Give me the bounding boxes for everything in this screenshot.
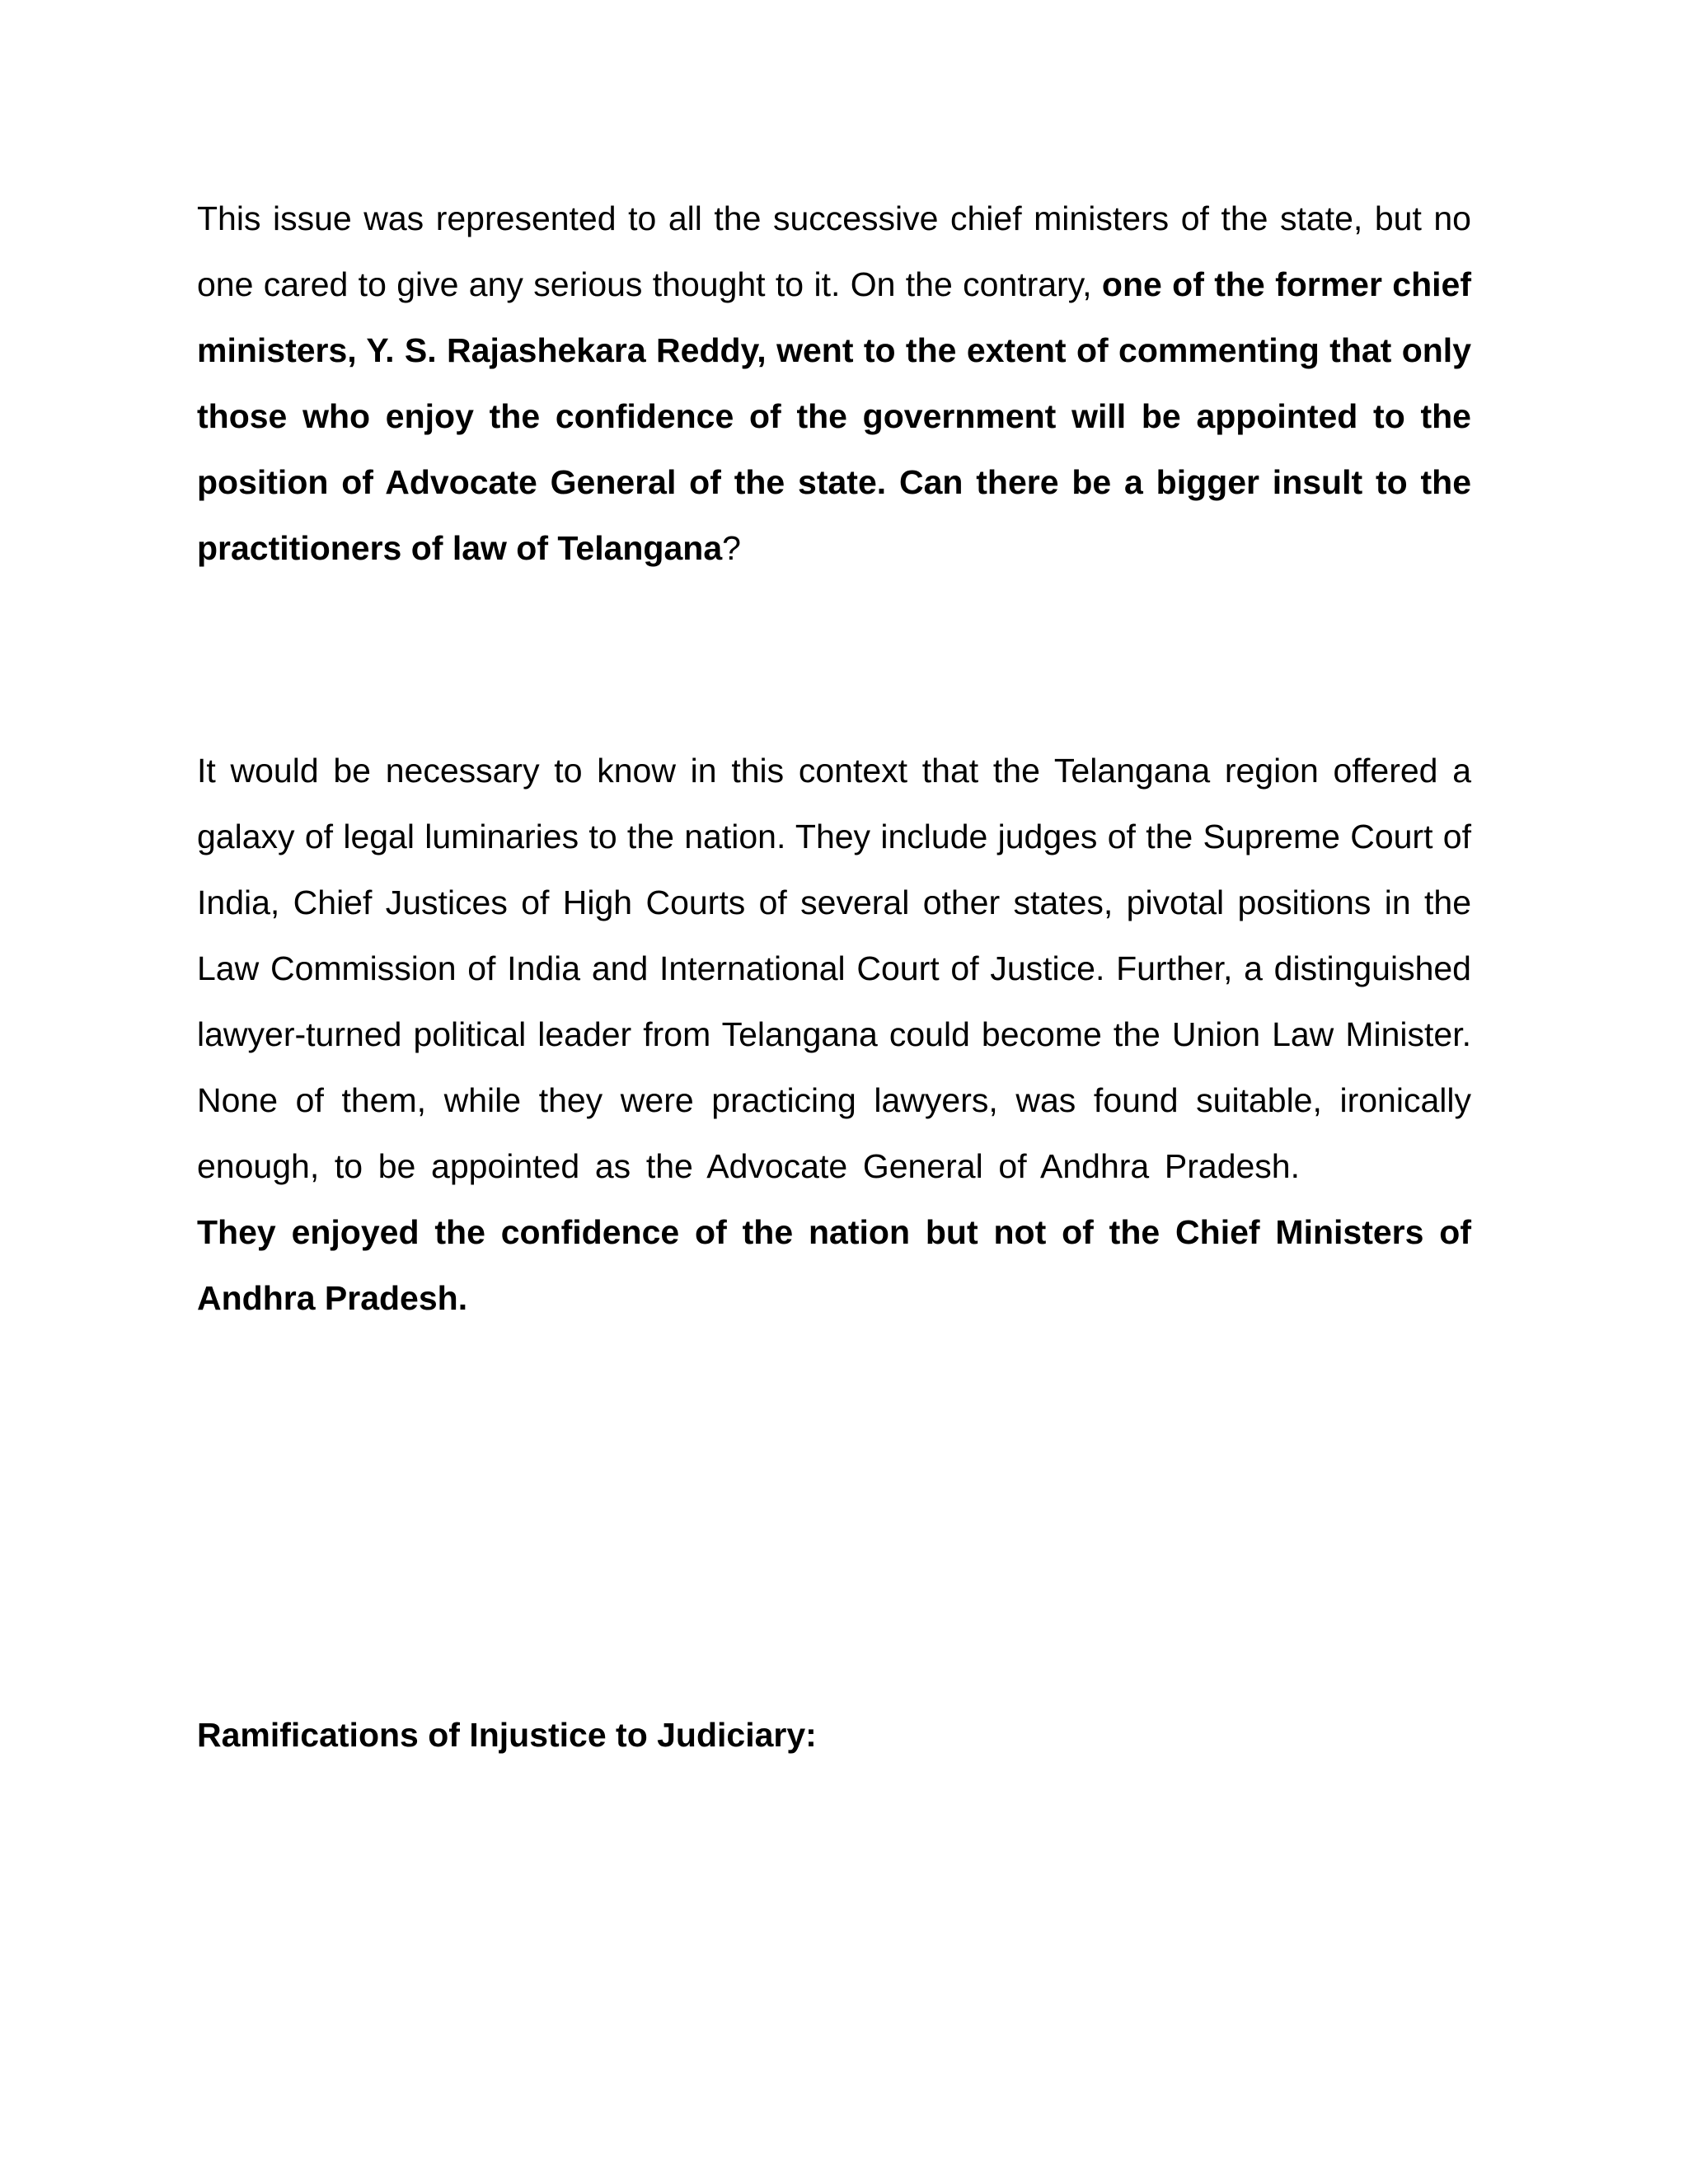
section-heading: Ramifications of Injustice to Judiciary:	[197, 1716, 817, 1754]
paragraph-2-text: It would be necessary to know in this context that the Telangana region offered a galaxy of legal luminaries to the nation. They include judges of the Supreme Court of India, Chief Justices of High Courts of several other states, pivotal positions in the Law Commission of India and International Court of Justice. Further, a distinguished lawyer-turned political leader from Telangana could become the Union Law Minister. None of them, while they were practicing lawyers, was found suitable, ironically enough, to be appointed as the Advocate General of Andhra Pradesh.	[197, 752, 1471, 1185]
paragraph-1-text: This issue was represented to all the successive chief ministers of the state, but no one cared to give any serious thought to it. On the contrary,	[197, 199, 1471, 303]
paragraph-legal-luminaries	[197, 738, 1471, 1331]
paragraph-1-question-mark: ?	[722, 529, 741, 567]
paragraph-2-bold-text: They enjoyed the confidence of the nation but not of the Chief Ministers of Andhra Pradesh.	[197, 1213, 1471, 1317]
paragraph-1-bold-text: one of the former chief ministers, Y. S. Rajashekara Reddy, went to the extent of commenting that only those who enjoy the confidence of the government will be appointed to the position of Advocate General of the state. Can there be a bigger insult to the practitioners of law of Telangana	[197, 265, 1471, 567]
paragraph-advocate-general-issue	[197, 185, 1471, 581]
